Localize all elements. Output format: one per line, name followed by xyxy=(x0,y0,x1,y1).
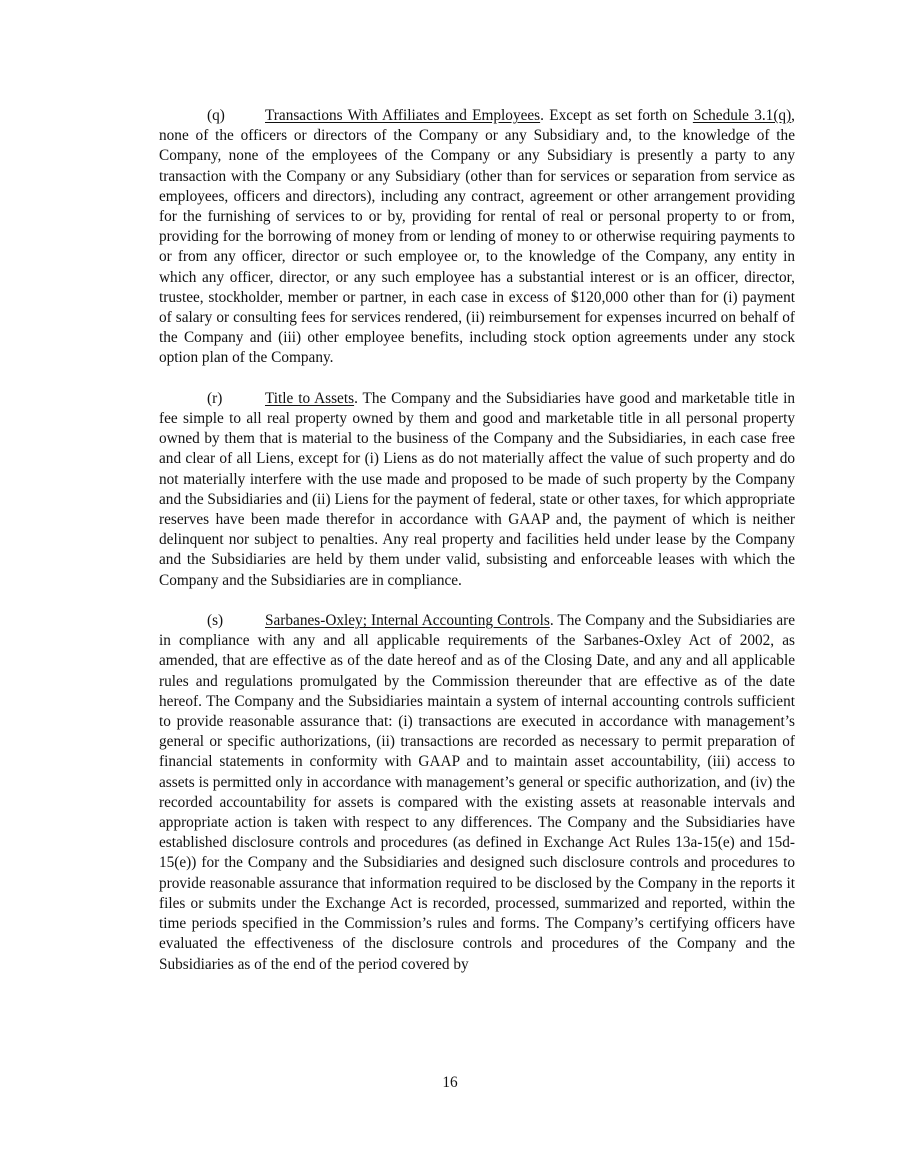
section-r-heading-suffix: . xyxy=(354,389,363,407)
section-q-heading: Transactions With Affiliates and Employees xyxy=(265,107,541,124)
schedule-reference: Schedule 3.1(q) xyxy=(692,107,792,124)
section-q-heading-suffix: . xyxy=(540,107,550,124)
section-s-marker: (s) xyxy=(207,612,224,630)
document-page xyxy=(159,106,795,995)
section-q-text-b: , none of the officers or directors of the Company or any Subsidiary and, to the knowledge of the Company, none of the employees of the Company or any Subsidiary is presently a party to any transaction with the Company or any Subsidiary (other than for services or separation from service as employees, officers and directors), including any contract, agreement or other arrangement providing for the furnishing of services to or by, providing for rental of real or personal property to or from, providing for the borrowing of money from or lending of money to or otherwise requiring payments to or from any officer, director or such employee or, to the knowledge of the Company, any entity in which any officer, director, or any such employee has a substantial interest or is an officer, director, trustee, stockholder, member or partner, in each case in excess of $120,000 other than for (i) payment of salary or consulting fees for services rendered, (ii) reimbursement for expenses incurred on behalf of the Company and (iii) other employee benefits, including stock option agreements under any stock option plan of the Company. xyxy=(159,107,795,367)
section-q-marker: (q) xyxy=(207,107,225,124)
section-s-paragraph xyxy=(159,611,795,975)
section-s-text: The Company and the Subsidiaries are in compliance with any and all applicable requirements of the Sarbanes-Oxley Act of 2002, as amended, that are effective as of the date hereof and as of the Closing Date, and any and all applicable rules and regulations promulgated by the Commission thereunder that are effective as of the date hereof. The Company and the Subsidiaries maintain a system of internal accounting controls sufficient to provide reasonable assurance that: (i) transactions are executed in accordance with management’s general or specific authorizations, (ii) transactions are recorded as necessary to permit preparation of financial statements in conformity with GAAP and to maintain asset accountability, (iii) access to assets is permitted only in accordance with management’s general or specific authorization, and (iv) the recorded accountability for assets is compared with the existing assets at reasonable intervals and appropriate action is taken with respect to any differences. The Company and the Subsidiaries have established disclosure controls and procedures (as defined in Exchange Act Rules 13a-15(e) and 15d-15(e)) for the Company and the Subsidiaries and designed such disclosure controls and procedures to provide reasonable assurance that information required to be disclosed by the Company in the reports it files or submits under the Exchange Act is recorded, processed, summarized and reported, within the time periods specified in the Commission’s rules and forms. The Company’s certifying officers have evaluated the effectiveness of the disclosure controls and procedures of the Company and the Subsidiaries as of the end of the period covered by xyxy=(159,612,796,973)
section-s-heading-suffix: . xyxy=(549,612,558,630)
section-r-marker: (r) xyxy=(207,389,223,407)
page-number: 16 xyxy=(442,1074,458,1091)
section-r-heading: Title to Assets xyxy=(265,389,355,407)
section-q-paragraph xyxy=(159,106,795,369)
section-r-text: The Company and the Subsidiaries have good and marketable title in fee simple to all real property owned by them and good and marketable title in all personal property owned by them that is material to the business of the Company and the Subsidiaries, in each case free and clear of all Liens, except for (i) Liens as do not materially affect the value of such property and do not materially interfere with the use made and proposed to be made of such property by the Company and the Subsidiaries and (ii) Liens for the payment of federal, state or other taxes, for which appropriate reserves have been made therefor in accordance with GAAP and, the payment of which is neither delinquent nor subject to penalties. Any real property and facilities held under lease by the Company and the Subsidiaries are held by them under valid, subsisting and enforceable leases with which the Company and the Subsidiaries are in compliance. xyxy=(159,389,796,589)
section-s-heading: Sarbanes-Oxley; Internal Accounting Controls xyxy=(265,612,550,630)
section-q-text-a: Except as set forth on xyxy=(549,107,693,124)
section-r-paragraph xyxy=(159,389,795,591)
